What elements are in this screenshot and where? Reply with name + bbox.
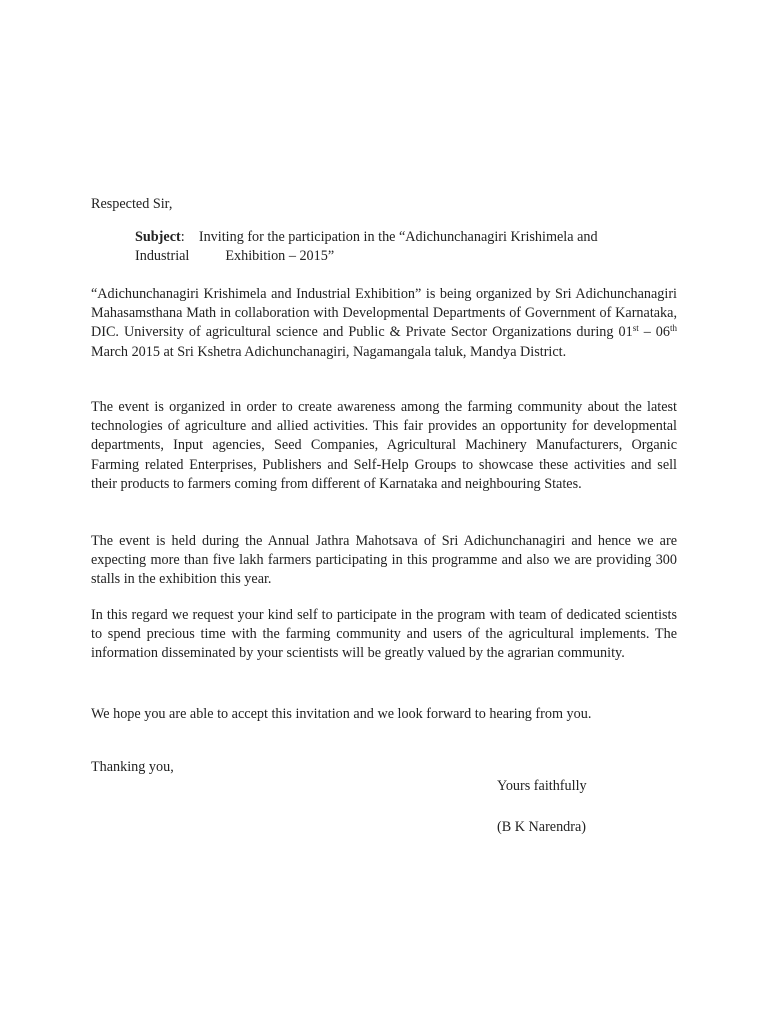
- paragraph-intro-part-b: – 06: [638, 324, 670, 341]
- salutation: Respected Sir,: [91, 196, 173, 212]
- sign-off: Yours faithfully: [497, 778, 587, 794]
- paragraph-hope: We hope you are able to accept this invitation and we look forward to hearing from you.: [91, 706, 592, 722]
- subject-colon: :: [180, 229, 185, 245]
- subject-block: [135, 228, 677, 266]
- subject-text-line2a: Industrial: [135, 248, 190, 264]
- paragraph-intro-part-c: March 2015 at Sri Kshetra Adichunchanagiri, Nagamangala taluk, Mandya District.: [91, 343, 567, 360]
- subject-label: Subject: [135, 229, 181, 245]
- paragraph-intro-part-a: “Adichunchanagiri Krishimela and Industrial Exhibition” is being organized by Sri Adichunchanagiri Mahasamsthana Math in collaboration with Developmental Departments of Government of Karnataka, DIC. University of agricultural science and Public & Private Sector Organizations during 01: [91, 286, 677, 341]
- paragraph-event-details: The event is held during the Annual Jathra Mahotsava of Sri Adichunchanagiri and hence we are expecting more than five lakh farmers participating in this programme and also we are providing 300 stalls in the exhibition this year.: [91, 533, 677, 588]
- closing-thanks: Thanking you,: [91, 759, 174, 775]
- ordinal-th: th: [670, 323, 678, 334]
- paragraph-intro: [91, 285, 677, 362]
- paragraph-request: In this regard we request your kind self to participate in the program with team of dedicated scientists to spend precious time with the farming community and users of the agricultural implements. The information disseminated by your scientists will be greatly valued by the agrarian community.: [91, 607, 677, 662]
- signer-name: (B K Narendra): [497, 819, 587, 835]
- subject-text-line1: Inviting for the participation in the “Adichunchanagiri Krishimela and: [198, 229, 598, 245]
- subject-text-line2b: Exhibition – 2015”: [225, 248, 335, 264]
- subject-line2: [135, 247, 677, 266]
- paragraph-purpose: The event is organized in order to create awareness among the farming community about the latest technologies of agriculture and allied activities. This fair provides an opportunity for developmental departments, Input agencies, Seed Companies, Agricultural Machinery Manufacturers, Organic Farming related Enterprises, Publishers and Self-Help Groups to showcase these activities and sell their products to farmers coming from different of Karnataka and neighbouring States.: [91, 399, 677, 492]
- ordinal-st: st: [632, 323, 639, 334]
